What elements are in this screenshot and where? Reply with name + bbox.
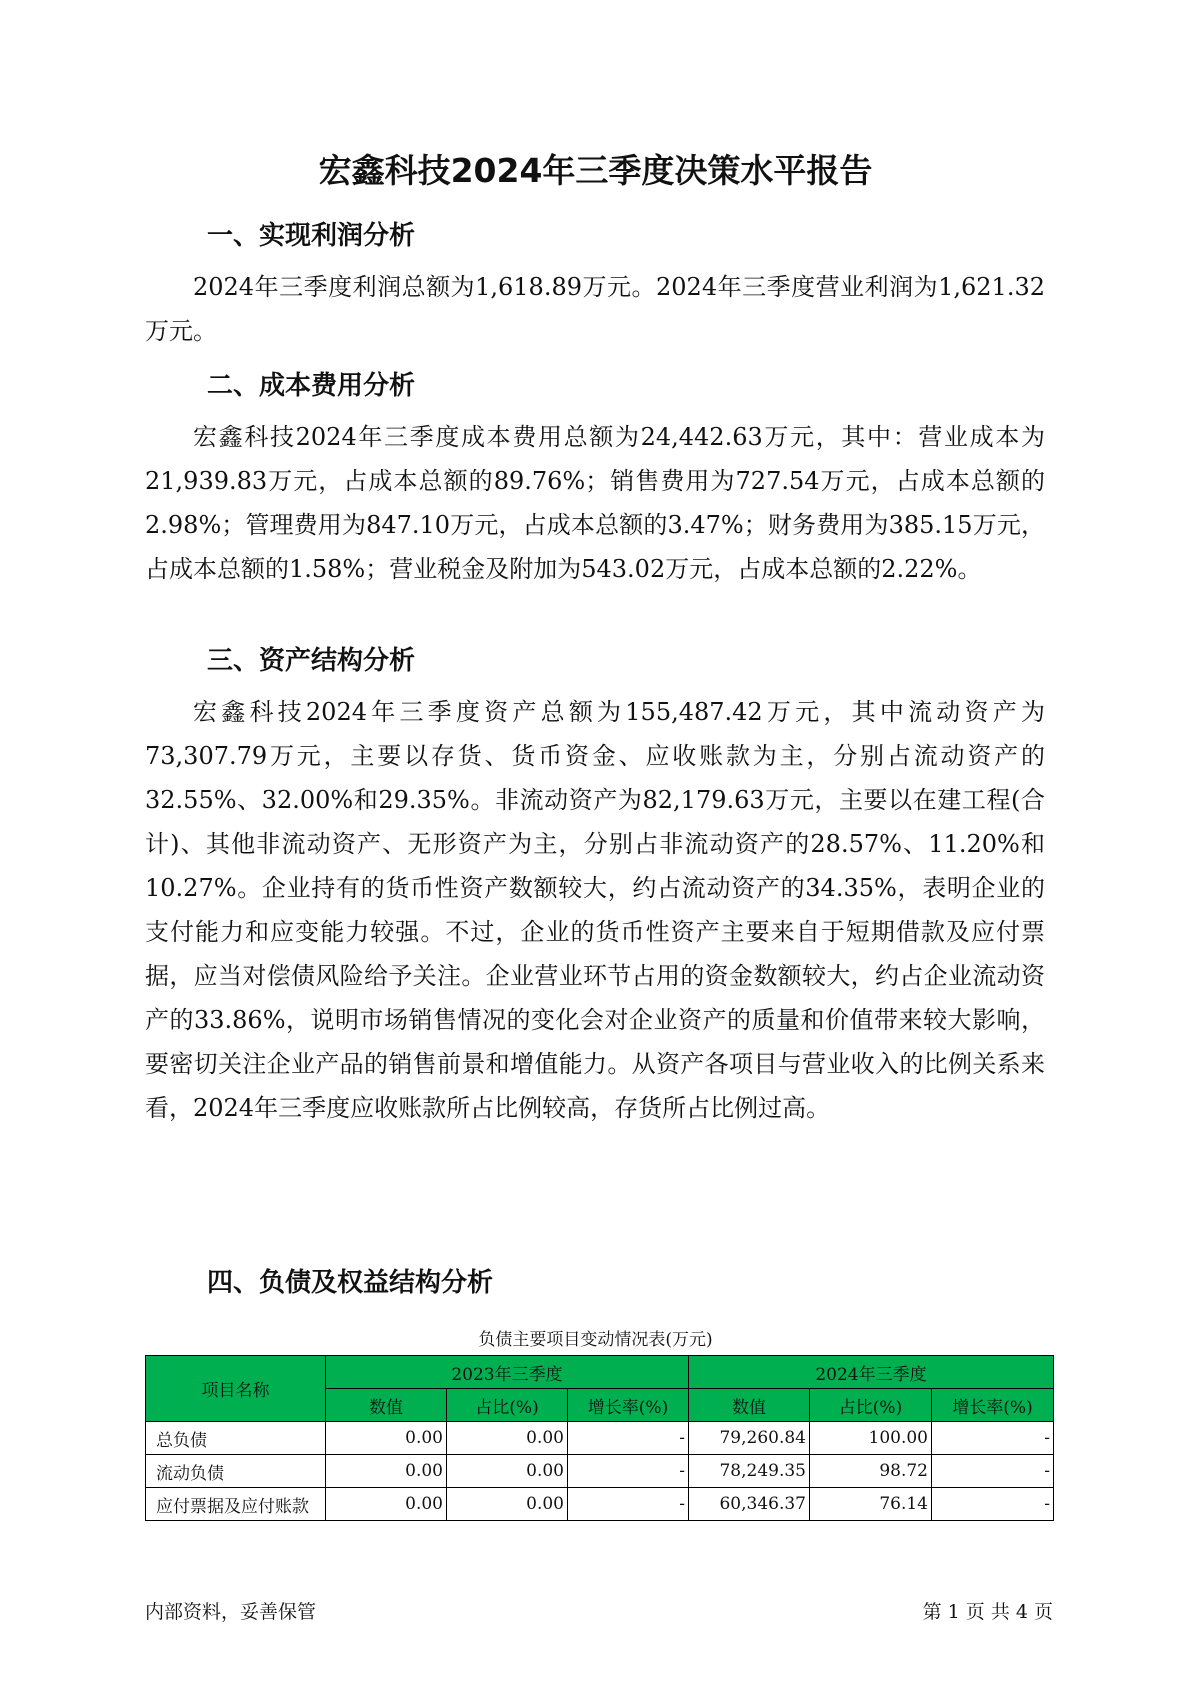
section-heading-profit: 一、实现利润分析 [207,221,416,251]
cell: - [932,1455,1054,1488]
table-row [146,1488,1054,1521]
cell: 0.00 [326,1422,447,1455]
table-caption: 负债主要项目变动情况表(万元) [478,1330,713,1350]
row-name: 应付票据及应付账款 [146,1488,326,1521]
cell: 79,260.84 [689,1422,810,1455]
section-heading-liabilities: 四、负债及权益结构分析 [207,1268,494,1298]
cell: 0.00 [447,1455,568,1488]
cell: 0.00 [326,1455,447,1488]
cell: 0.00 [447,1422,568,1455]
row-name: 流动负债 [146,1455,326,1488]
header-share-2023: 占比(%) [447,1389,568,1422]
liabilities-table [145,1355,1054,1521]
section-text-cost: 宏鑫科技2024年三季度成本费用总额为24,442.63万元，其中：营业成本为21,939.83万元，占成本总额的89.76%；销售费用为727.54万元，占成本总额的2.98%；管理费用为847.10万元，占成本总额的3.47%；财务费用为385.15万元，占成本总额的1.58%；营业税金及附加为543.02万元，占成本总额的2.22%。 [145,423,1045,583]
cell: 0.00 [447,1488,568,1521]
header-group-2023: 2023年三季度 [326,1356,689,1389]
cell: - [568,1488,689,1521]
cell: 98.72 [810,1455,932,1488]
page-title: 宏鑫科技2024年三季度决策水平报告 [318,151,873,190]
section-heading-assets: 三、资产结构分析 [207,646,416,676]
footer-confidential: 内部资料，妥善保管 [145,1601,317,1623]
cell: - [568,1422,689,1455]
header-growth-2024: 增长率(%) [932,1389,1054,1422]
section-text-assets: 宏鑫科技2024年三季度资产总额为155,487.42万元，其中流动资产为73,307.79万元，主要以存货、货币资金、应收账款为主，分别占流动资产的32.55%、32.00%和29.35%。非流动资产为82,179.63万元，主要以在建工程(合计)、其他非流动资产、无形资产为主，分别占非流动资产的28.57%、11.20%和10.27%。企业持有的货币性资产数额较大，约占流动资产的34.35%，表明企业的支付能力和应变能力较强。不过，企业的货币性资产主要来自于短期借款及应付票据，应当对偿债风险给予关注。企业营业环节占用的资金数额较大，约占企业流动资产的33.86%，说明市场销售情况的变化会对企业资产的质量和价值带来较大影响，要密切关注企业产品的销售前景和增值能力。从资产各项目与营业收入的比例关系来看，2024年三季度应收账款所占比例较高，存货所占比例过高。 [145,698,1045,1122]
header-growth-2023: 增长率(%) [568,1389,689,1422]
header-group-2024: 2024年三季度 [689,1356,1054,1389]
cell: - [932,1422,1054,1455]
table-row [146,1455,1054,1488]
header-value-2023: 数值 [326,1389,447,1422]
footer-page-number: 第 1 页 共 4 页 [922,1601,1053,1623]
cell: 60,346.37 [689,1488,810,1521]
header-share-2024: 占比(%) [810,1389,932,1422]
cell: 76.14 [810,1488,932,1521]
cell: - [932,1488,1054,1521]
section-text-profit: 2024年三季度利润总额为1,618.89万元。2024年三季度营业利润为1,621.32万元。 [145,273,1045,345]
cell: - [568,1455,689,1488]
row-name: 总负债 [146,1422,326,1455]
cell: 78,249.35 [689,1455,810,1488]
header-item-name: 项目名称 [146,1356,326,1422]
cell: 0.00 [326,1488,447,1521]
table-row [146,1422,1054,1455]
cell: 100.00 [810,1422,932,1455]
section-heading-cost: 二、成本费用分析 [207,371,416,401]
header-value-2024: 数值 [689,1389,810,1422]
